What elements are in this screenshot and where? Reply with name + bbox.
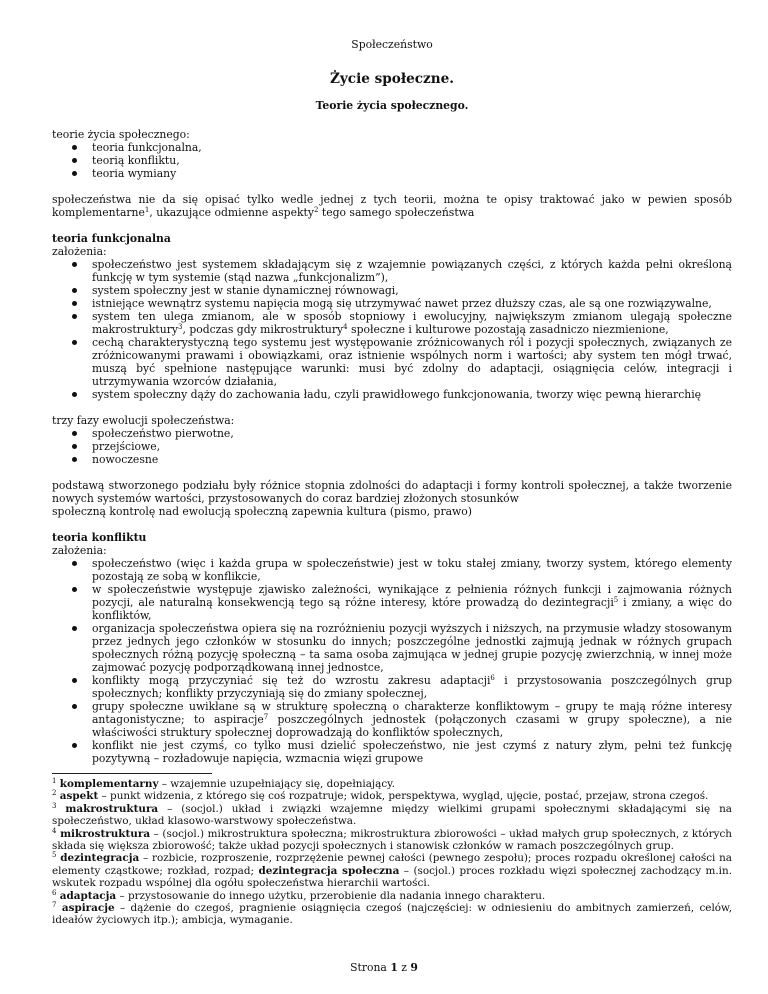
phases-paragraph: podstawą stworzonego podziału były różnice stopnia zdolności do adaptacji i formy kontroli społecznej, a także tworzenie nowych systemów wartości, przystosowanych do coraz bardziej złożonych stosunków [52, 479, 732, 505]
list-item: system społeczny dąży do zachowania ładu, czyli prawidłowego funkcjonowania, tworzy więc pewną hierarchię [72, 388, 732, 401]
footnote: $^2$ aspekt – punkt widzenia, z którego się coś rozpatruje; widok, perspektywa, wygląd, ujęcie, postać, przejaw, strona czegoś. [52, 789, 709, 803]
list-item: społeczeństwo pierwotne, [72, 427, 732, 440]
footnotes [52, 773, 732, 927]
page-header: Społeczeństwo [351, 38, 433, 51]
footnote: $^7$ aspiracje – dążenie do czegoś, pragnienie osiągnięcia czegoś (najczęściej: w odniesieniu do ambitnych zamierzeń, celów, ideałów życiowych itp.); ambicja, wymaganie. [52, 901, 732, 927]
conflict-assumptions-label: założenia: [52, 544, 107, 557]
list-item: istniejące wewnątrz systemu napięcia mogą się utrzymywać nawet przez dłuższy czas, ale są one rozwiązywalne, [72, 297, 732, 310]
list-item: system ten ulega zmianom, ale w sposób stopniowy i ewolucyjny, największym zmianom ulegają społeczne makrostruktury$^3$, podczas gdy mikrostruktury$^4$ społeczne i kulturowe pozostają zasadniczo niezmienione, [72, 310, 732, 336]
functional-theory-heading: teoria funkcjonalna [52, 232, 171, 245]
list-item: konflikty mogą przyczyniać się też do wzrostu zakresu adaptacji$^6$ i przystosowania poszczególnych grup społecznych; konflikty przyczyniają się do zmiany społecznej, [72, 674, 732, 700]
list-item: społeczeństwo (więc i każda grupa w społeczeństwie) jest w toku stałej zmiany, tworzy system, którego elementy pozostają ze sobą w konflikcie, [72, 557, 732, 583]
list-item: grupy społeczne uwikłane są w strukturę społeczną o charakterze konfliktowym – grupy te mają różne interesy antagonistyczne; to aspiracje$^7$ poszczególnych jednostek (połączonych czasami w grupy społeczne), a nie właściwości struktury społecznej doprowadzają do konfliktów społecznych, [72, 700, 732, 739]
phases-list [72, 427, 732, 466]
list-item: teorią konfliktu, [72, 154, 732, 167]
footnote: $^6$ adaptacja – przystosowanie do innego użytku, przerobienie dla nadania innego charakteru. [52, 888, 546, 902]
complementary-paragraph: społeczeństwa nie da się opisać tylko wedle jednej z tych teorii, można te opisy traktować jako w pewien sposób komplementarne$^1$, ukazujące odmienne aspekty$^2$ tego samego społeczeństwa [52, 193, 732, 219]
intro-label: teorie życia społecznego: [52, 128, 190, 141]
current-page-number: 1 [390, 961, 398, 974]
list-item: nowoczesne [72, 453, 732, 466]
total-page-count: 9 [410, 961, 418, 974]
footnote-ref[interactable]: 3 [177, 323, 183, 331]
list-item: teoria funkcjonalna, [72, 141, 732, 154]
list-item: konflikt nie jest czymś, co tylko musi dzielić społeczeństwo, nie jest czymś z natury złym, pełni też funkcję pozytywną – rozładowuje napięcia, wzmacnia więzi grupowe [72, 739, 732, 765]
footnote-ref[interactable]: 5 [613, 596, 619, 604]
list-item: system społeczny jest w stanie dynamicznej równowagi, [72, 284, 732, 297]
footnote-ref[interactable]: 7 [263, 713, 269, 721]
list-item: teoria wymiany [72, 167, 732, 180]
footnote-ref[interactable]: 6 [490, 674, 495, 682]
phases-paragraph-2: społeczną kontrolę nad ewolucją społeczną zapewnia kultura (pismo, prawo) [52, 505, 473, 518]
list-item: społeczeństwo jest systemem składającym się z wzajemnie powiązanych części, z których każda pełni określoną funkcję w tym systemie (stąd nazwa „funkcjonalizm”), [72, 258, 732, 284]
section-subtitle: Teorie życia społecznego. [315, 99, 469, 112]
list-item: w społeczeństwie występuje zjawisko zależności, wynikające z pełnienia różnych funkcji i zajmowania różnych pozycji, ale naturalną konsekwencją tego są różne interesy, które prowadzą do dezintegracji$^5$ i zmiany, a więc do konfliktów, [72, 583, 732, 622]
conflict-assumptions-list [72, 557, 732, 765]
list-item: przejściowe, [72, 440, 732, 453]
footnote: $^1$ komplementarny – wzajemnie uzupełniający się, dopełniający. [52, 777, 395, 790]
footnote: $^3$ makrostruktura – (socjol.) układ i związki wzajemne między wielkimi grupami społecznymi składającymi się na społeczeństwo, układ klasowo-warstwowy społeczeństwa. [52, 801, 732, 828]
footnote: $^5$ dezintegracja – rozbicie, rozproszenie, rozprzężenie pewnej całości (pewnego zespołu); proces rozpadu określonej całości na elementy cząstkowe; rozkład, rozpad; dezintegracja społeczna – (socjol.) proces rozkładu więzi społecznej zachodzący m.in. wskutek rozpadu wspólnej dla ogółu społeczeństwa hierarchii wartości. [52, 851, 732, 890]
footnote: $^4$ mikrostruktura – (socjol.) mikrostruktura społeczna; mikrostruktura zbiorowości – układ małych grup społecznych, z których składa się większa zbiorowość; także układ pozycji społecznych i stanowisk członków w ramach poszczególnych grup. [52, 826, 732, 853]
page-footer: Strona 1 z 9 [350, 961, 418, 974]
list-item: organizacja społeczeństwa opiera się na rozróżnieniu pozycji wyższych i niższych, na przymusie władzy stosowanym przez jednych jego członków w stosunku do innych; poszczególne jednostki zajmują jednak w różnych grupach społecznych różną pozycję społeczną – ta sama osoba zajmująca w jednej grupie pozycję zwierzchnią, w innej może zajmować pozycję podporządkowaną innej jednostce, [72, 622, 732, 674]
footnote-ref[interactable]: 2 [313, 206, 319, 214]
footnote-divider [52, 773, 212, 774]
intro-list [72, 141, 732, 180]
conflict-theory-heading: teoria konfliktu [52, 531, 147, 544]
phases-label: trzy fazy ewolucji społeczeństwa: [52, 414, 235, 427]
functional-assumptions-list [72, 258, 732, 401]
list-item: cechą charakterystyczną tego systemu jest występowanie zróżnicowanych ról i pozycji społecznych, związanych ze zróżnicowanymi prawami i obowiązkami, oraz istnienie wspólnych norm i wartości; aby system ten mógł trwać, muszą być spełnione następujące warunki: musi być zdolny do adaptacji, osiągnięcia celów, integracji i utrzymywania wzorców działania, [72, 336, 732, 388]
footnote-ref[interactable]: 4 [343, 323, 348, 331]
page-title: Życie społeczne. [329, 71, 454, 87]
footnote-ref[interactable]: 1 [144, 206, 150, 214]
functional-assumptions-label: założenia: [52, 245, 107, 258]
